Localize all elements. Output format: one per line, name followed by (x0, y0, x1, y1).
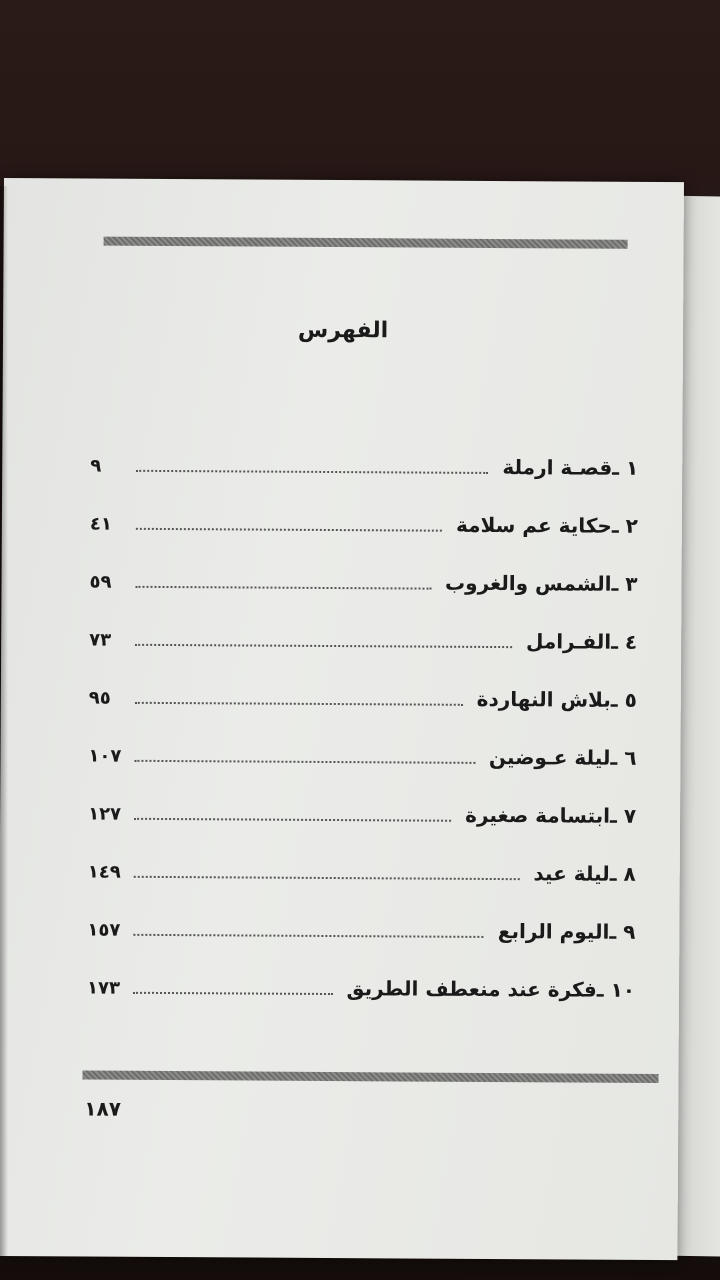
dot-leader (136, 527, 442, 532)
toc-entry-title: الشمس والغروب (445, 570, 612, 596)
table-of-contents (87, 453, 639, 1036)
dot-leader (133, 991, 333, 995)
toc-entry-number: ٣ ـ (611, 571, 638, 596)
toc-entry-number: ٥ ـ (610, 687, 637, 712)
dot-leader (133, 933, 483, 938)
dot-leader (134, 817, 451, 822)
toc-entry-number: ١٠ ـ (596, 977, 636, 1002)
toc-entry-title: ليلة عـوضين (488, 744, 611, 770)
toc-entry-title: حكاية عم سلامة (455, 512, 612, 538)
page-title: الفهرس (297, 317, 389, 344)
toc-entry-number: ٦ ـ (610, 745, 637, 770)
toc-entry-title: اليوم الرابع (497, 919, 610, 944)
spine-shadow (0, 186, 8, 1256)
toc-entry (87, 859, 635, 920)
toc-entry-page: ١٠٧ (88, 745, 122, 767)
toc-entry-title: قصـة ارملة (502, 455, 613, 480)
toc-entry-number: ٧ ـ (610, 803, 637, 828)
toc-entry (87, 917, 635, 978)
toc-entry-page: ١٢٧ (88, 803, 122, 825)
dot-leader (134, 875, 520, 880)
dot-leader (136, 469, 488, 474)
toc-entry-title: فكرة عند منعطف الطريق (346, 976, 597, 1002)
toc-entry-title: ابتسامة صغيرة (465, 802, 611, 828)
toc-entry-title: ليلة عيد (533, 861, 610, 886)
toc-entry-title: بلاش النهاردة (476, 686, 611, 712)
toc-entry (89, 569, 637, 630)
toc-entry (87, 975, 635, 1036)
toc-entry (88, 743, 636, 804)
toc-entry-page: ٧٣ (89, 629, 112, 651)
toc-entry-page: ٩٥ (88, 687, 111, 709)
toc-entry-page: ١٤٩ (87, 861, 121, 883)
top-rule (104, 237, 628, 249)
toc-entry-page: ١٥٧ (87, 919, 121, 941)
toc-entry-page: ١٧٣ (86, 977, 121, 999)
toc-entry-page: ٩ (90, 455, 102, 477)
dot-leader (134, 759, 475, 764)
toc-entry (90, 453, 638, 514)
dot-leader (135, 701, 463, 706)
dot-leader (135, 643, 512, 648)
toc-entry (89, 627, 637, 688)
toc-entry-number: ٢ ـ (611, 513, 638, 538)
toc-entry-number: ٩ ـ (609, 919, 636, 944)
book-page (0, 178, 684, 1260)
toc-entry-page: ٥٩ (89, 571, 112, 593)
toc-entry (88, 801, 636, 862)
toc-entry (89, 685, 637, 746)
toc-entry-page: ٤١ (89, 513, 112, 535)
toc-entry-number: ٤ ـ (611, 629, 638, 654)
toc-entry (90, 511, 638, 572)
toc-entry-title: الفـرامل (525, 629, 612, 654)
bottom-rule (82, 1070, 658, 1083)
toc-entry-number: ٨ ـ (609, 861, 636, 886)
toc-entry-number: ١ ـ (612, 455, 639, 480)
dot-leader (135, 585, 431, 590)
page-number: ١٨٧ (84, 1096, 122, 1121)
